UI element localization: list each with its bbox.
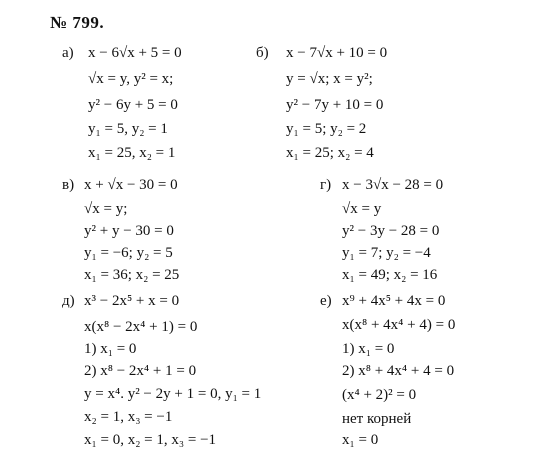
part-b-line-5: x₁ = 25; x₂ = 4 <box>286 145 374 161</box>
part-g-line-5: x₁ = 49; x₂ = 16 <box>342 267 438 283</box>
part-e-line-4: 2) x⁸ + 4x⁴ + 4 = 0 <box>342 363 455 379</box>
part-a-line-4: y₁ = 5, y₂ = 1 <box>88 121 168 137</box>
part-e-line-6: нет корней <box>342 411 412 427</box>
part-v-label: в) <box>62 177 75 193</box>
part-a-label: а) <box>62 45 74 61</box>
part-g-line-2: √x = y <box>342 201 382 217</box>
part-b-line-3: y² − 7y + 10 = 0 <box>286 97 384 113</box>
part-a-line-1: x − 6√x + 5 = 0 <box>88 45 182 61</box>
part-g-line-4: y₁ = 7; y₂ = −4 <box>342 245 431 261</box>
part-e-line-2: x(x⁸ + 4x⁴ + 4) = 0 <box>342 317 456 333</box>
part-d-line-3: 1) x₁ = 0 <box>84 341 137 357</box>
part-e-label: е) <box>320 293 332 309</box>
part-g-label: г) <box>320 177 332 193</box>
part-b-line-4: y₁ = 5; y₂ = 2 <box>286 121 367 137</box>
part-b-label: б) <box>256 45 269 61</box>
part-g-line-1: x − 3√x − 28 = 0 <box>342 177 444 193</box>
part-v-line-1: x + √x − 30 = 0 <box>84 177 178 193</box>
part-e-line-3: 1) x₁ = 0 <box>342 341 395 357</box>
part-e-line-5: (x⁴ + 2)² = 0 <box>342 387 417 403</box>
part-a-line-2: √x = y, y² = x; <box>88 71 174 87</box>
part-g-line-3: y² − 3y − 28 = 0 <box>342 223 440 239</box>
part-d-label: д) <box>62 293 75 309</box>
part-e-line-7: x₁ = 0 <box>342 432 379 448</box>
part-d-line-6: x₂ = 1, x₃ = −1 <box>84 409 173 425</box>
part-a-line-5: x₁ = 25, x₂ = 1 <box>88 145 176 161</box>
part-d-line-7: x₁ = 0, x₂ = 1, x₃ = −1 <box>84 432 217 448</box>
part-e-line-1: x⁹ + 4x⁵ + 4x = 0 <box>342 293 446 309</box>
part-v-line-2: √x = y; <box>84 201 128 217</box>
part-b-line-1: x − 7√x + 10 = 0 <box>286 45 388 61</box>
problem-number: № 799. <box>50 13 105 32</box>
part-d-line-2: x(x⁸ − 2x⁴ + 1) = 0 <box>84 319 198 335</box>
part-d-line-1: x³ − 2x⁵ + x = 0 <box>84 293 180 309</box>
part-d-line-5: y = x⁴. y² − 2y + 1 = 0, y₁ = 1 <box>84 386 262 402</box>
part-v-line-3: y² + y − 30 = 0 <box>84 223 174 239</box>
part-v-line-4: y₁ = −6; y₂ = 5 <box>84 245 173 261</box>
part-a-line-3: y² − 6y + 5 = 0 <box>88 97 178 113</box>
part-v-line-5: x₁ = 36; x₂ = 25 <box>84 267 180 283</box>
part-b-line-2: y = √x; x = y²; <box>286 71 373 87</box>
part-d-line-4: 2) x⁸ − 2x⁴ + 1 = 0 <box>84 363 197 379</box>
